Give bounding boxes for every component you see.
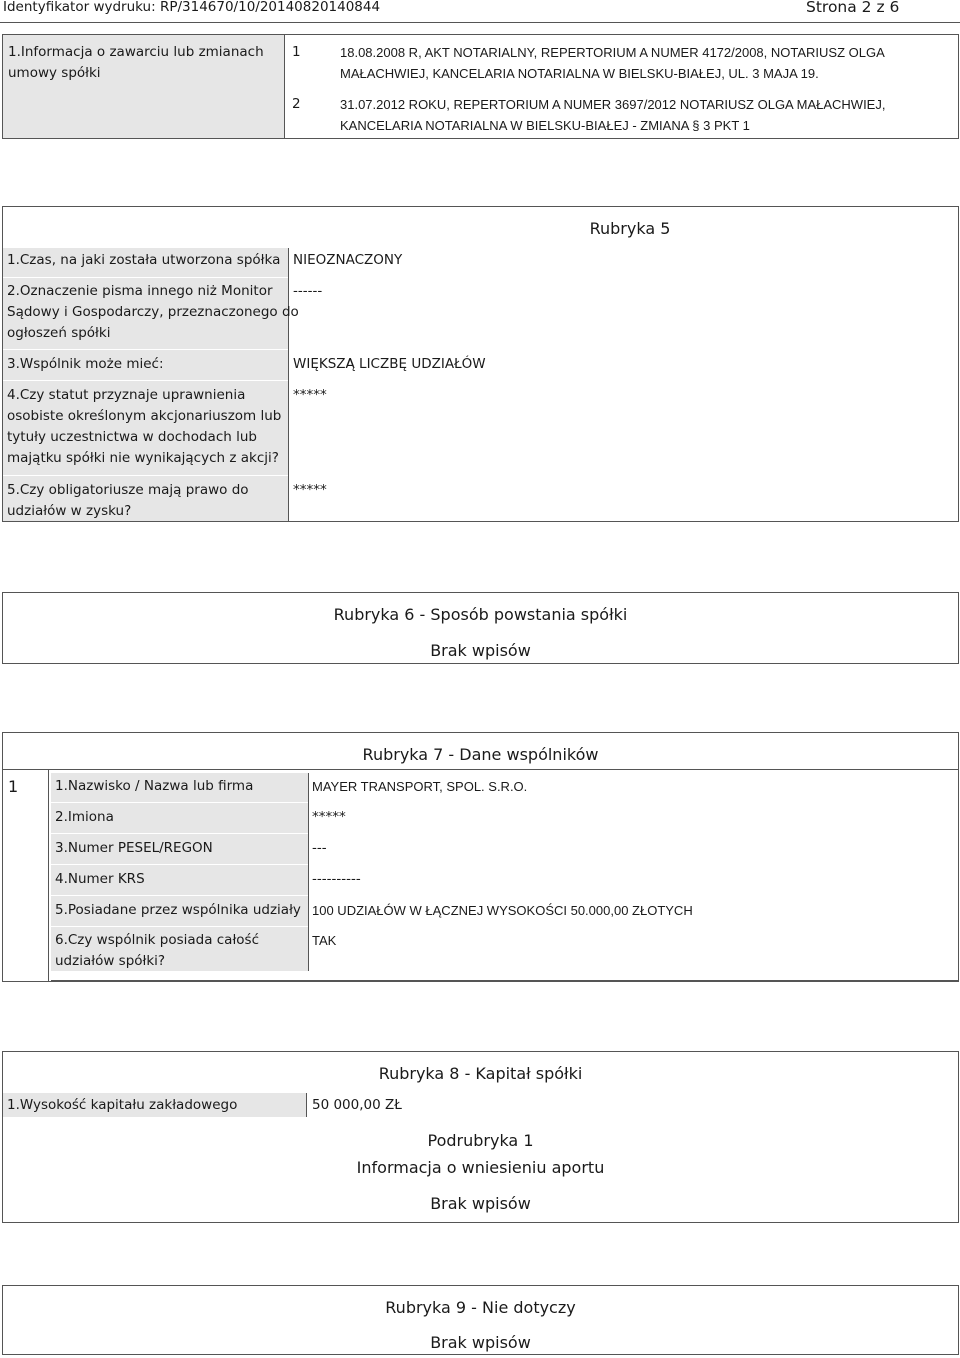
r5-sep bbox=[3, 475, 288, 476]
r5-row4-label-l3: tytuły uczestnictwa w dochodach lub bbox=[7, 429, 257, 445]
r7-row1-label: 1.Nazwisko / Nazwa lub firma bbox=[55, 778, 254, 794]
r5-row2-label-l3: ogłoszeń spółki bbox=[7, 325, 111, 341]
rubryka-5-divider bbox=[288, 248, 289, 521]
umowa-entry-1-line1: 18.08.2008 R, AKT NOTARIALNY, REPERTORIUM A NUMER 4172/2008, NOTARIUSZ OLGA bbox=[340, 45, 885, 60]
r7-bottom-line bbox=[51, 980, 958, 981]
umowa-entry-2-line1: 31.07.2012 ROKU, REPERTORIUM A NUMER 3697/2012 NOTARIUSZ OLGA MAŁACHWIEJ, bbox=[340, 97, 886, 112]
r7-row3-label: 3.Numer PESEL/REGON bbox=[55, 840, 213, 856]
r7-row3-value: --- bbox=[312, 840, 327, 856]
r7-row2-label: 2.Imiona bbox=[55, 809, 114, 825]
rubryka-8-title: Rubryka 8 - Kapitał spółki bbox=[378, 1064, 583, 1083]
r5-row4-label-l4: majątku spółki nie wynikających z akcji? bbox=[7, 450, 279, 466]
print-identifier: Identyfikator wydruku: RP/314670/10/20140820140844 bbox=[3, 0, 381, 15]
r5-row5-value: ***** bbox=[293, 482, 327, 498]
r5-row2-label-l2: Sądowy i Gospodarczy, przeznaczonego do bbox=[7, 304, 299, 320]
r8-capital-label: 1.Wysokość kapitału zakładowego bbox=[7, 1097, 238, 1113]
rubryka-6-title: Rubryka 6 - Sposób powstania spółki bbox=[333, 605, 628, 624]
rubryka-5-title: Rubryka 5 bbox=[589, 219, 671, 238]
rubryka-6-empty: Brak wpisów bbox=[430, 641, 531, 660]
r5-row4-value: ***** bbox=[293, 387, 327, 403]
r7-row4-label: 4.Numer KRS bbox=[55, 871, 145, 887]
r7-sep bbox=[51, 926, 308, 927]
r5-sep bbox=[3, 277, 288, 278]
r7-row5-label: 5.Posiadane przez wspólnika udziały bbox=[55, 902, 301, 918]
r5-row1-value: NIEOZNACZONY bbox=[293, 252, 403, 268]
r5-row2-label-l1: 2.Oznaczenie pisma innego niż Monitor bbox=[7, 283, 273, 299]
r5-row3-label: 3.Wspólnik może mieć: bbox=[7, 356, 164, 372]
r5-row4-label-l2: osobiste określonym akcjonariuszom lub bbox=[7, 408, 282, 424]
umowa-entry-2-num: 2 bbox=[292, 96, 301, 112]
r5-sep bbox=[3, 349, 288, 350]
rubryka-7-title: Rubryka 7 - Dane wspólników bbox=[362, 745, 599, 764]
r7-row6-label-l2: udziałów spółki? bbox=[55, 953, 166, 969]
rubryka-9-title: Rubryka 9 - Nie dotyczy bbox=[385, 1298, 576, 1317]
section-umowa-divider bbox=[284, 35, 285, 138]
r7-partner-num: 1 bbox=[8, 777, 19, 796]
r7-row6-value: TAK bbox=[312, 933, 337, 948]
r7-sep bbox=[51, 802, 308, 803]
r5-row5-label-l1: 5.Czy obligatoriusze mają prawo do bbox=[7, 482, 249, 498]
page-number: Strona 2 z 6 bbox=[806, 0, 900, 16]
umowa-entry-1-line2: MAŁACHWIEJ, KANCELARIA NOTARIALNA W BIELSKU-BIAŁEJ, UL. 3 MAJA 19. bbox=[340, 66, 819, 81]
r5-row5-label-l2: udziałów w zysku? bbox=[7, 503, 132, 519]
r7-label-divider bbox=[308, 773, 309, 971]
r7-row4-value: ---------- bbox=[312, 871, 361, 887]
rubryka-7-num-divider bbox=[48, 769, 49, 981]
r7-row6-label-l1: 6.Czy wspólnik posiada całość bbox=[55, 932, 260, 948]
header-divider bbox=[0, 22, 960, 23]
r8-subsection-subtitle: Informacja o wniesieniu aportu bbox=[356, 1158, 605, 1177]
r7-sep bbox=[51, 833, 308, 834]
r5-row3-value: WIĘKSZĄ LICZBĘ UDZIAŁÓW bbox=[293, 356, 486, 372]
r5-sep bbox=[3, 380, 288, 381]
r8-subsection-title: Podrubryka 1 bbox=[427, 1131, 534, 1150]
r5-row4-label-l1: 4.Czy statut przyznaje uprawnienia bbox=[7, 387, 246, 403]
section-umowa-label-line2: umowy spółki bbox=[8, 65, 101, 81]
r7-row5-value: 100 UDZIAŁÓW W ŁĄCZNEJ WYSOKOŚCI 50.000,00 ZŁOTYCH bbox=[312, 903, 693, 918]
r8-label-divider bbox=[306, 1093, 307, 1117]
r7-row1-value: MAYER TRANSPORT, SPOL. S.R.O. bbox=[312, 779, 528, 794]
r8-subsection-empty: Brak wpisów bbox=[430, 1194, 531, 1213]
r5-row2-value: ------ bbox=[293, 283, 323, 299]
rubryka-7-header-line bbox=[3, 769, 958, 770]
section-umowa-label-line1: 1.Informacja o zawarciu lub zmianach bbox=[8, 44, 264, 60]
rubryka-9-empty: Brak wpisów bbox=[430, 1333, 531, 1352]
r7-sep bbox=[51, 895, 308, 896]
r8-capital-value: 50 000,00 ZŁ bbox=[312, 1097, 402, 1113]
r5-row1-label: 1.Czas, na jaki została utworzona spółka bbox=[7, 252, 281, 268]
umowa-entry-2-line2: KANCELARIA NOTARIALNA W BIELSKU-BIAŁEJ - ZMIANA § 3 PKT 1 bbox=[340, 118, 750, 133]
umowa-entry-1-num: 1 bbox=[292, 44, 301, 60]
r7-sep bbox=[51, 864, 308, 865]
r7-row2-value: ***** bbox=[312, 809, 346, 825]
